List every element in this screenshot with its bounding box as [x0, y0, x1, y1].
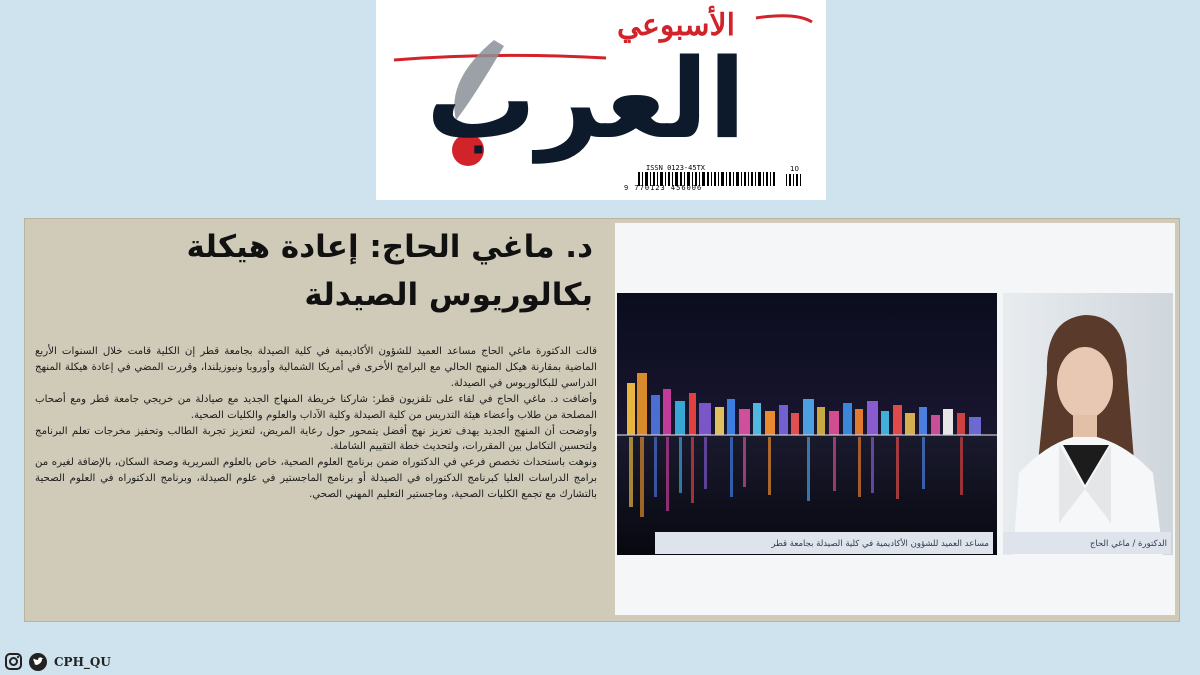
tv-interview-photo [615, 223, 1175, 615]
tv-screenshot-graphic [615, 223, 1175, 615]
issue-number: 10 [790, 165, 799, 173]
masthead-weekly-word: الأسبوعي [616, 8, 736, 43]
article-body [35, 344, 597, 503]
article-paragraph: وأوضحت أن المنهج الجديد يهدف تعزيز نهج أفضل يتمحور حول رعاية المريض، لتعزيز تجربة الطالب وتحفيز مخرجات تعلم البرنامج ولتحسين التكامل بين المقررات، ولتحديث خطة التقييم الشاملة. [35, 425, 597, 453]
article-headline [33, 223, 593, 319]
barcode-number: 9 770123 456006 [624, 184, 703, 192]
article-text-column [25, 219, 611, 621]
social-handle[interactable]: CPH_QU [54, 655, 111, 669]
twitter-icon[interactable] [28, 652, 48, 672]
newspaper-masthead [376, 0, 826, 200]
masthead-title: العرب [425, 35, 747, 163]
article-paragraph: وأضافت د. ماغي الحاج في لقاء على تلفزيون قطر: شاركنا خريطة المنهاج الجديد مع صيادلة من خريجي جامعة قطر ومع أصحاب المصلحة من طلاب وأعضاء هيئة التدريس من كلية الصيدلة وكلية الآداب والعلوم والكليات الصحية. [35, 393, 597, 421]
tv-caption-title: مساعد العميد للشؤون الأكاديمية في كلية الصيدلة بجامعة قطر [771, 539, 989, 549]
headline-line-1: د. ماغي الحاج: إعادة هيكلة [186, 229, 593, 265]
instagram-icon[interactable] [4, 652, 24, 672]
issn-label: ISSN 0123-45TX [646, 164, 706, 172]
tv-caption-name: الدكتورة / ماغي الحاج [1089, 539, 1167, 549]
article-clipping [24, 218, 1180, 622]
headline-line-2: بكالوريوس الصيدلة [304, 277, 593, 313]
social-footer [0, 652, 300, 672]
article-paragraph: قالت الدكتورة ماغي الحاج مساعد العميد للشؤون الأكاديمية في كلية الصيدلة بجامعة قطر إن الكلية قامت خلال السنوات الأربع الماضية بمقارنة هيكل المنهج الحالي مع البرامج الأخرى في أمريكا الشمالية وأوروبا ونيوزيلندا، وقررت المضي في إعادة هيكلة المنهج الدراسي للبكالوريوس في الصيدلة. [35, 346, 597, 389]
article-paragraph: ونوهت باستحداث تخصص فرعي في الدكتوراه ضمن برنامج العلوم الصحية، خاص بالعلوم السريرية وصحة السكان، بالإضافة لغيره من برامج الدراسات العليا كبرنامج الدكتوراه في الصيدلة أو برنامج الماجستير في علوم الصيدلة، وبرنامج الدكتوراه في العلوم الصحية بالتشارك مع تجمع الكليات الصحية، وماجستير التعليم المهني الصحي. [35, 457, 597, 501]
